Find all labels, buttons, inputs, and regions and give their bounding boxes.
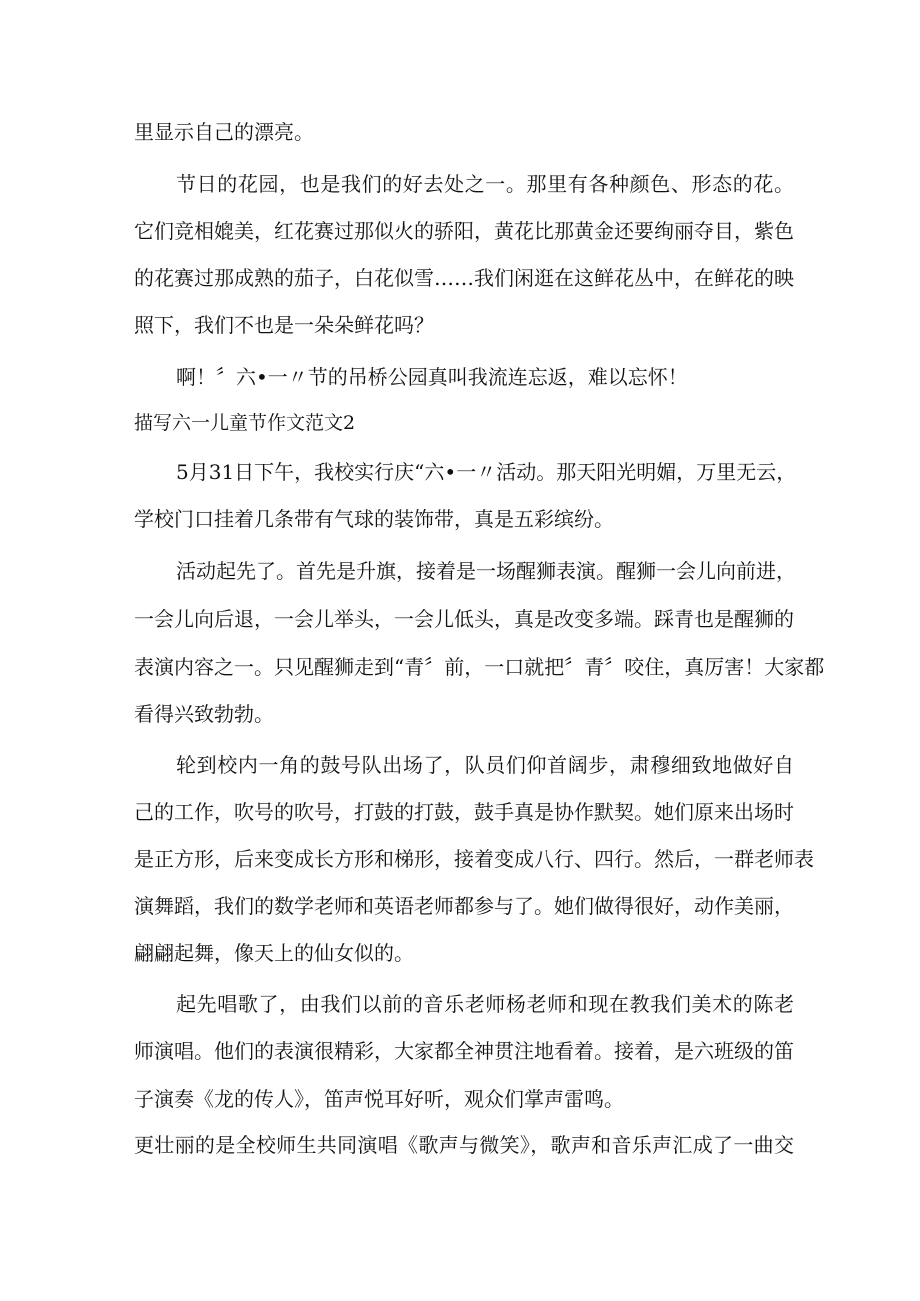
text-line: 己的工作，吹号的吹号，打鼓的打鼓，鼓手真是协作默契。她们原来出场时 <box>134 800 794 824</box>
text-line: 5月31日下午，我校实行庆“六•一〃活动。那天阳光明媚，万里无云， <box>176 460 797 484</box>
text-line: 学校门口挂着几条带有气球的装饰带，真是五彩缤纷。 <box>134 507 614 531</box>
text-line: 演舞蹈，我们的数学老师和英语老师都参与了。她们做得很好，动作美丽， <box>134 894 794 918</box>
text-line: 子演奏《龙的传人》，笛声悦耳好听，观众们掌声雷鸣。 <box>134 1087 624 1111</box>
section-heading: 描写六一儿童节作文范文2 <box>134 412 356 434</box>
text-line: 翩翩起舞，像天上的仙女似的。 <box>134 941 414 965</box>
text-line: 表演内容之一。只见醒狮走到“青〞前，一口就把〞青〞咬住，真厉害！大家都 <box>134 655 825 679</box>
text-line: 看得兴致勃勃。 <box>134 702 274 726</box>
text-line: 起先唱歌了，由我们以前的音乐老师杨老师和现在教我们美术的陈老 <box>176 992 794 1016</box>
text-line: 师演唱。他们的表演很精彩，大家都全神贯注地看着。接着，是六班级的笛 <box>134 1039 794 1063</box>
text-line: 是正方形，后来变成长方形和梯形，接着变成八行、四行。然后，一群老师表 <box>134 847 814 871</box>
text-line: 照下，我们不也是一朵朵鲜花吗？ <box>134 313 434 337</box>
text-line: 活动起先了。首先是升旗，接着是一场醒狮表演。醒狮一会儿向前进， <box>176 559 796 583</box>
text-line: 它们竞相媲美，红花赛过那似火的骄阳，黄花比那黄金还要绚丽夺目，紫色 <box>134 219 794 243</box>
text-line: 一会儿向后退，一会儿举头，一会儿低头，真是改变多端。踩青也是醒狮的 <box>134 607 794 631</box>
text-line: 节日的花园，也是我们的好去处之一。那里有各种颜色、形态的花。 <box>176 172 794 196</box>
text-line: 更壮丽的是全校师生共同演唱《歌声与微笑》，歌声和音乐声汇成了一曲交 <box>134 1133 794 1157</box>
text-line: 轮到校内一角的鼓号队出场了，队员们仰首阔步，肃穆细致地做好自 <box>176 753 794 777</box>
text-line: 的花赛过那成熟的茄子，白花似雪……我们闲逛在这鲜花丛中，在鲜花的映 <box>134 266 794 290</box>
text-line: 啊！〞六•一〃节的吊桥公园真叫我流连忘返，难以忘怀！ <box>176 365 688 389</box>
text-line: 里显示自己的漂亮。 <box>134 120 314 144</box>
